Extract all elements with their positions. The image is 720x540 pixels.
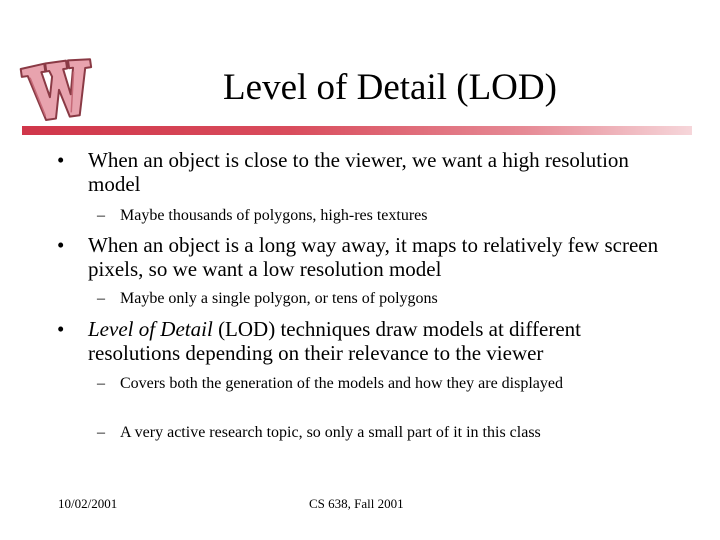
sub-bullet-marker: –	[97, 424, 105, 441]
motion-w-logo-icon	[18, 50, 98, 130]
sub-bullet-marker: –	[97, 290, 105, 307]
bullet-marker: •	[57, 148, 65, 172]
sub-bullet-marker: –	[97, 375, 105, 392]
bullet-text-rest: (LOD) techniques draw models at different resolutions depending on their relevance to the viewer	[88, 317, 581, 365]
bullet-term: Level of Detail	[88, 317, 213, 341]
sub-bullet-text: Maybe only a single polygon, or tens of polygons	[120, 290, 438, 307]
sub-bullet-text: Covers both the generation of the models and how they are displayed	[120, 375, 563, 392]
title-divider	[22, 126, 692, 135]
sub-bullet-marker: –	[97, 207, 105, 224]
sub-bullet-text: A very active research topic, so only a small part of it in this class	[120, 424, 541, 441]
bullet-text	[88, 317, 668, 365]
bullet-marker: •	[57, 233, 65, 257]
slide-title: Level of Detail (LOD)	[223, 67, 557, 108]
bullet-text: When an object is a long way away, it maps to relatively few screen pixels, so we want a low resolution model	[88, 233, 659, 281]
bullet-text: When an object is close to the viewer, we want a high resolution model	[88, 148, 629, 196]
footer-course: CS 638, Fall 2001	[309, 496, 404, 511]
sub-bullet-text: Maybe thousands of polygons, high-res textures	[120, 207, 428, 224]
bullet-marker: •	[57, 317, 65, 341]
footer-date: 10/02/2001	[58, 496, 118, 511]
